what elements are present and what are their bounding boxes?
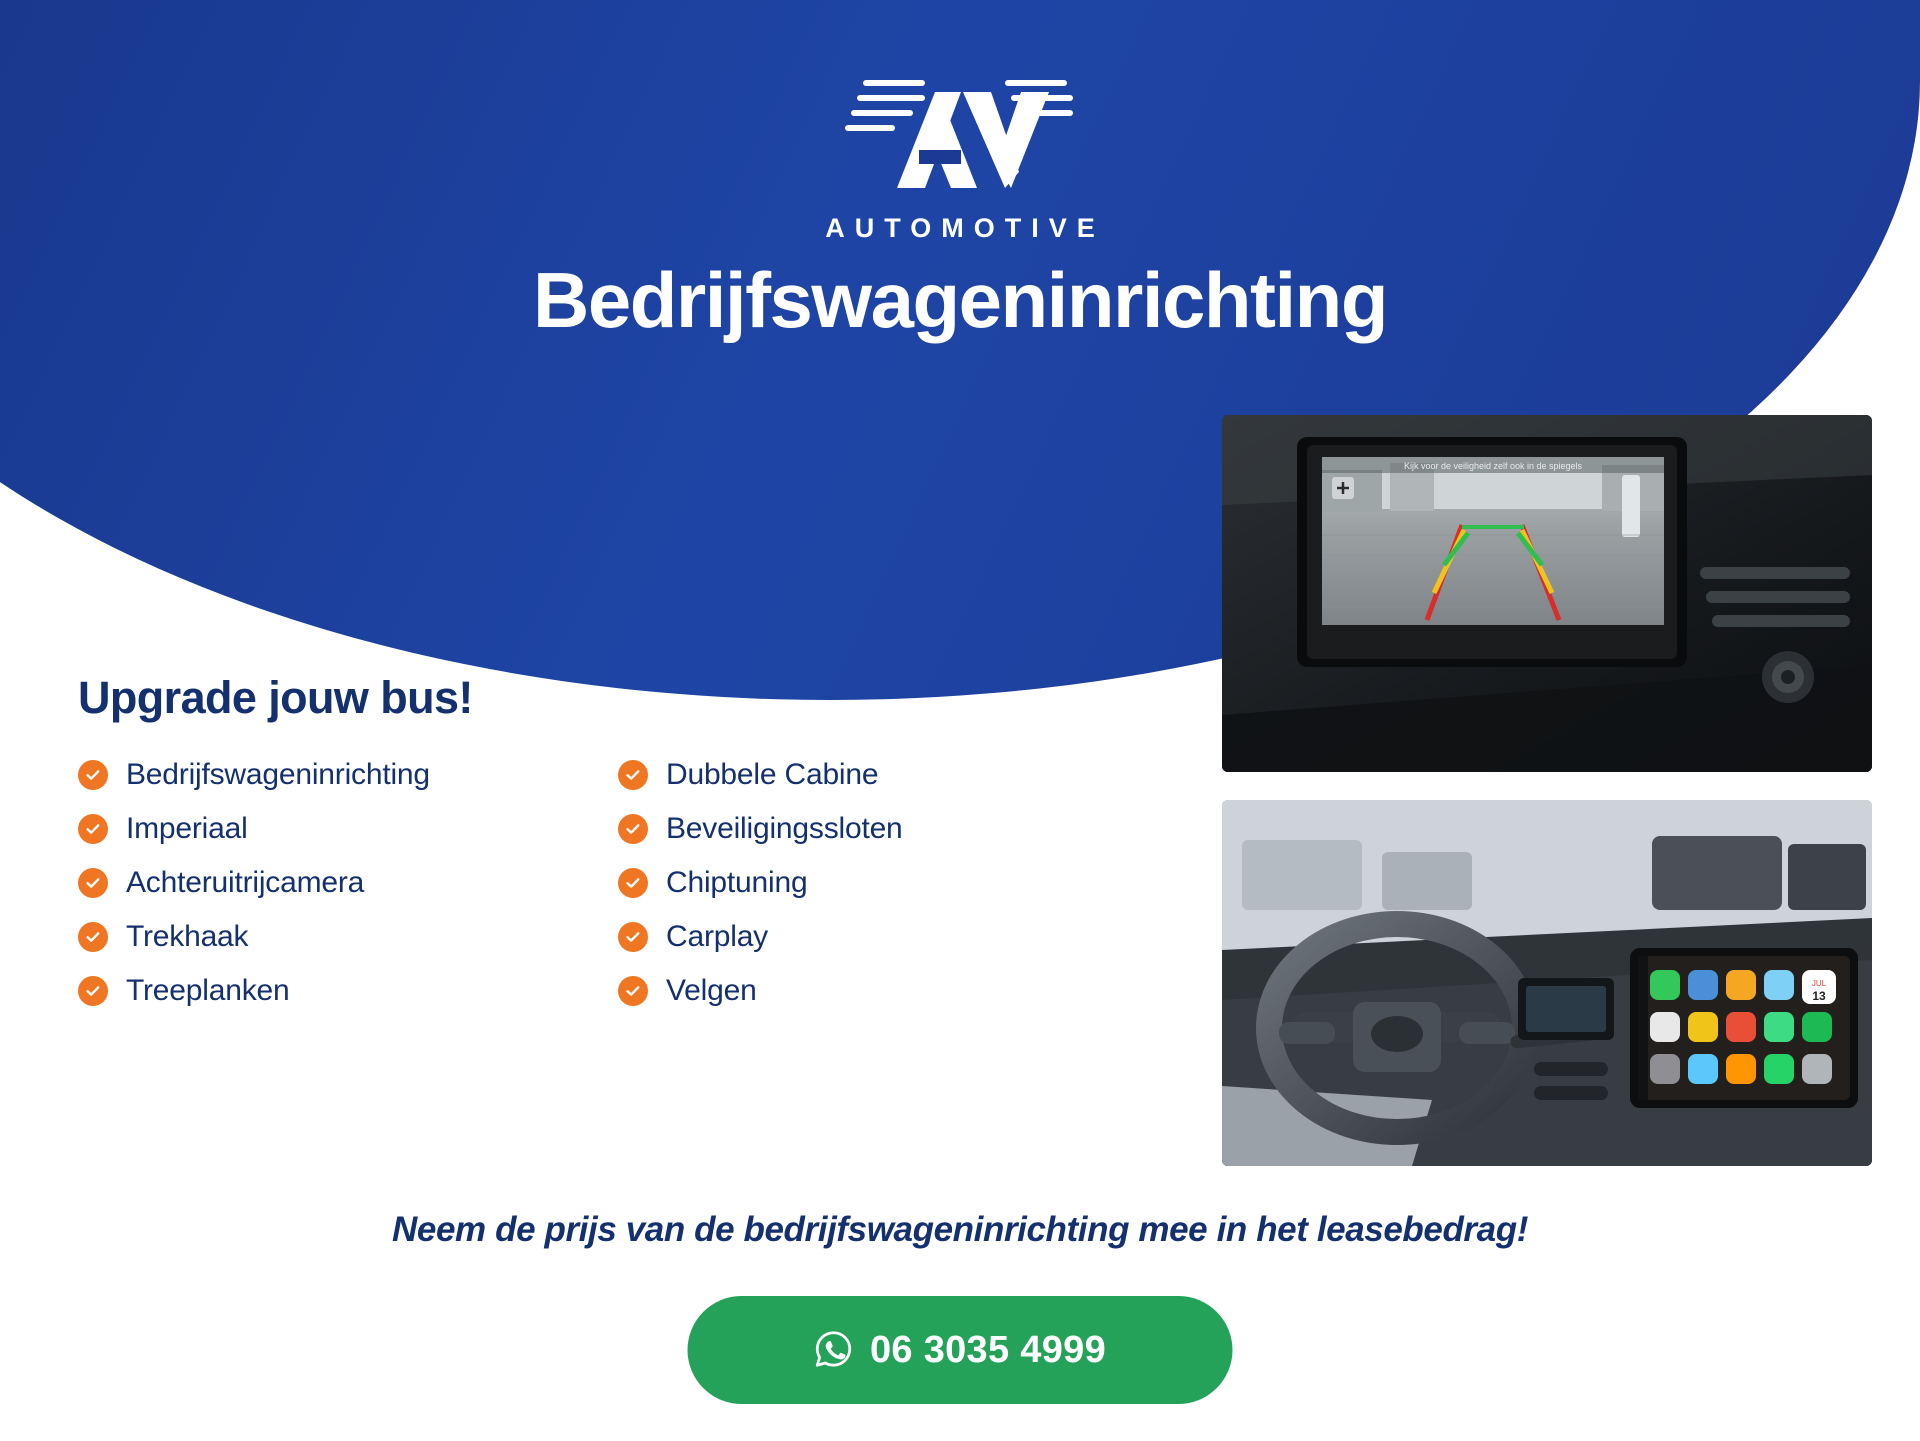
tagline-text: Neem de prijs van de bedrijfswageninrichting mee in het leasebedrag! xyxy=(392,1210,1528,1249)
brand-logo xyxy=(0,62,1920,244)
check-circle-icon xyxy=(618,814,648,844)
list-item xyxy=(78,866,618,900)
feature-label: Dubbele Cabine xyxy=(666,758,879,791)
feature-label: Achteruitrijcamera xyxy=(126,866,365,899)
photo-steering-wheel-carplay-dashboard xyxy=(1222,800,1872,1166)
phone-number: 06 3035 4999 xyxy=(869,1328,1107,1371)
check-circle-icon xyxy=(78,868,108,898)
check-circle-icon xyxy=(618,976,648,1006)
av-automotive-logo-icon xyxy=(835,62,1085,207)
feature-label: Beveiligingssloten xyxy=(666,812,903,845)
brand-wordmark: AUTOMOTIVE xyxy=(825,213,1105,243)
list-item xyxy=(618,920,1158,954)
feature-label: Bedrijfswageninrichting xyxy=(126,758,430,791)
feature-columns xyxy=(78,758,1158,1028)
check-circle-icon xyxy=(78,922,108,952)
check-circle-icon xyxy=(78,814,108,844)
list-item xyxy=(78,812,618,846)
feature-label: Carplay xyxy=(666,920,768,953)
svg-text:Kijk voor de veiligheid zelf o: Kijk voor de veiligheid zelf ook in de spiegels xyxy=(1403,461,1583,471)
feature-label: Chiptuning xyxy=(666,866,808,899)
list-item xyxy=(618,866,1158,900)
check-circle-icon xyxy=(618,760,648,790)
feature-column-left xyxy=(78,758,618,1028)
list-item xyxy=(618,812,1158,846)
page-title: Bedrijfswageninrichting xyxy=(533,256,1387,344)
check-circle-icon xyxy=(618,868,648,898)
whatsapp-icon xyxy=(814,1329,854,1372)
feature-column-right xyxy=(618,758,1158,1028)
check-circle-icon xyxy=(618,922,648,952)
list-item xyxy=(78,758,618,792)
list-item xyxy=(78,920,618,954)
feature-label: Velgen xyxy=(666,974,757,1007)
feature-label: Trekhaak xyxy=(126,920,249,953)
photo-reversing-camera-screen xyxy=(1222,415,1872,772)
feature-label: Treeplanken xyxy=(126,974,290,1007)
check-circle-icon xyxy=(78,976,108,1006)
feature-label: Imperiaal xyxy=(126,812,248,845)
features-section xyxy=(78,672,1158,1028)
whatsapp-call-button[interactable] xyxy=(688,1296,1233,1404)
list-item xyxy=(618,758,1158,792)
svg-text:13: 13 xyxy=(1812,989,1826,1003)
list-item xyxy=(78,974,618,1008)
check-circle-icon xyxy=(78,760,108,790)
section-subtitle: Upgrade jouw bus! xyxy=(78,672,473,723)
svg-text:JUL: JUL xyxy=(1811,979,1827,988)
list-item xyxy=(618,974,1158,1008)
